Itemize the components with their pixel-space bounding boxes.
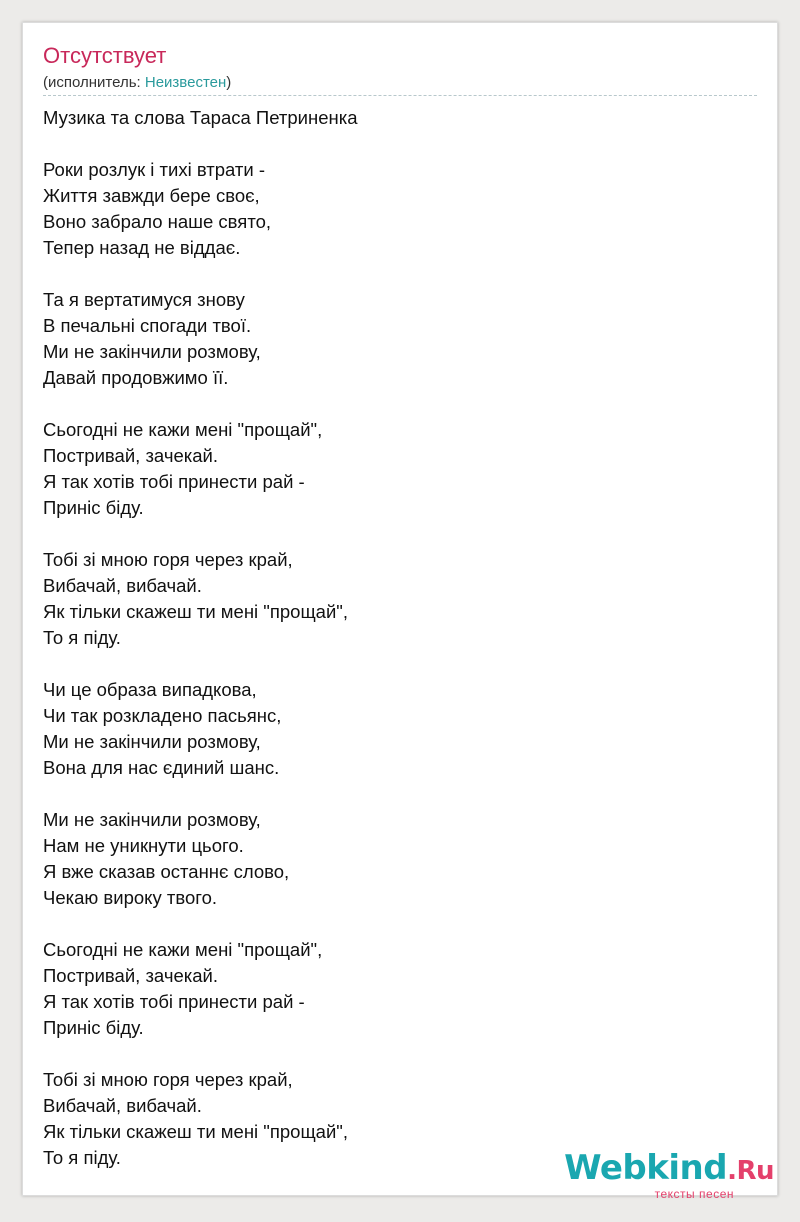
lyric-line: Вибачай, вибачай. [43, 575, 202, 596]
lyrics-text [43, 105, 358, 1171]
lyric-line: Вона для нас єдиний шанс. [43, 757, 280, 778]
lyric-line: Тобі зі мною горя через край, [43, 549, 293, 570]
lyric-line: Я вже сказав останнє слово, [43, 861, 290, 882]
lyric-line: Давай продовжимо її. [43, 367, 229, 388]
lyric-line: Музика та слова Тараса Петриненка [43, 107, 358, 128]
dashed-divider [43, 95, 757, 96]
logo-brand: Webkind [564, 1148, 728, 1188]
lyric-line: Я так хотів тобі принести рай - [43, 471, 305, 492]
stanza-gap [43, 391, 358, 417]
lyric-line: Я так хотів тобі принести рай - [43, 991, 305, 1012]
lyric-line: Тобі зі мною горя через край, [43, 1069, 293, 1090]
song-title: Отсутствует [43, 43, 167, 68]
lyric-line: Як тільки скажеш ти мені "прощай", [43, 1121, 348, 1142]
stanza-gap [43, 781, 358, 807]
lyric-line: Чи це образа випадкова, [43, 679, 257, 700]
meta-suffix: ) [226, 74, 232, 91]
stanza-gap [43, 911, 358, 937]
song-meta [43, 74, 231, 92]
lyric-line: Постривай, зачекай. [43, 445, 219, 466]
lyric-line: Життя завжди бере своє, [43, 185, 260, 206]
lyric-line: Ми не закінчили розмову, [43, 731, 261, 752]
lyrics-card [22, 22, 778, 1196]
lyric-line: Ми не закінчили розмову, [43, 341, 261, 362]
lyric-line: Приніс біду. [43, 497, 144, 518]
stanza-gap [43, 131, 358, 157]
lyric-line: То я піду. [43, 1147, 121, 1168]
lyric-line: Тепер назад не віддає. [43, 237, 241, 258]
stanza-gap [43, 1041, 358, 1067]
lyric-line: В печальні спогади твої. [43, 315, 252, 336]
lyric-line: Та я вертатимуся знову [43, 289, 245, 310]
stanza-gap [43, 261, 358, 287]
lyric-line: Чекаю вироку твого. [43, 887, 218, 908]
artist-link[interactable]: Неизвестен [144, 74, 227, 91]
logo-wordmark [564, 1148, 774, 1188]
meta-prefix: (исполнитель: [43, 74, 145, 91]
lyric-line: Чи так розкладено пасьянс, [43, 705, 282, 726]
stanza-gap [43, 521, 358, 547]
lyric-line: Сьогодні не кажи мені "прощай", [43, 939, 323, 960]
logo-tld: .Ru [727, 1156, 774, 1186]
lyric-line: Приніс біду. [43, 1017, 144, 1038]
stanza-gap [43, 651, 358, 677]
lyric-line: То я піду. [43, 627, 121, 648]
site-logo[interactable] [564, 1148, 774, 1201]
lyric-line: Роки розлук і тихі втрати - [43, 159, 266, 180]
lyric-line: Сьогодні не кажи мені "прощай", [43, 419, 323, 440]
lyric-line: Як тільки скажеш ти мені "прощай", [43, 601, 348, 622]
logo-tagline: тексты песен [654, 1187, 734, 1201]
lyric-line: Воно забрало наше свято, [43, 211, 272, 232]
lyric-line: Постривай, зачекай. [43, 965, 219, 986]
lyric-line: Ми не закінчили розмову, [43, 809, 261, 830]
lyric-line: Нам не уникнути цього. [43, 835, 244, 856]
lyric-line: Вибачай, вибачай. [43, 1095, 202, 1116]
